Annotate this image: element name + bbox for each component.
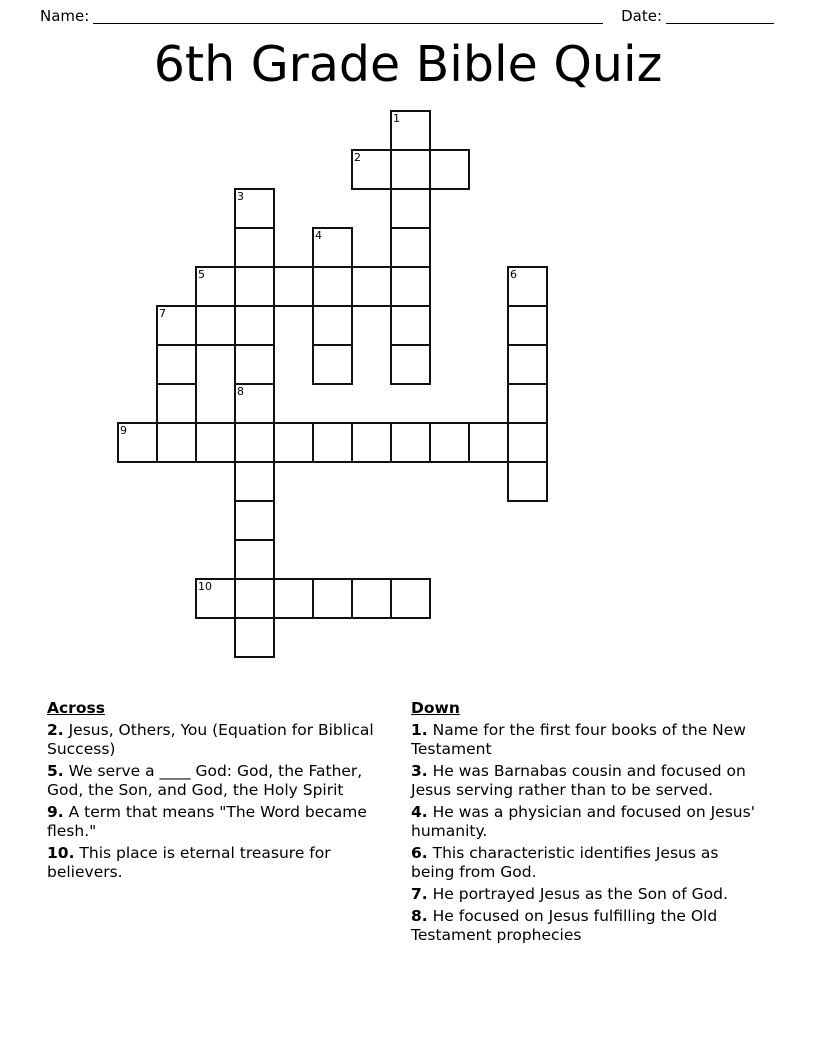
crossword-cell[interactable] bbox=[390, 305, 431, 346]
name-label: Name: bbox=[40, 7, 90, 25]
clue-number: 8. bbox=[411, 907, 428, 925]
crossword-cell-number: 8 bbox=[237, 385, 244, 398]
clue-text: This characteristic identifies Jesus as being from God. bbox=[411, 844, 719, 881]
crossword-cell[interactable] bbox=[234, 344, 275, 385]
date-label: Date: bbox=[621, 7, 662, 25]
crossword-cell[interactable] bbox=[273, 578, 314, 619]
crossword-cell[interactable] bbox=[234, 422, 275, 463]
clue-number: 9. bbox=[47, 803, 64, 821]
crossword-cell[interactable] bbox=[390, 110, 431, 151]
crossword-cell[interactable] bbox=[312, 422, 353, 463]
clue-item bbox=[411, 762, 763, 800]
crossword-cell[interactable] bbox=[234, 578, 275, 619]
clue-text: He focused on Jesus fulfilling the Old Testament prophecies bbox=[411, 907, 718, 944]
clue-number: 10. bbox=[47, 844, 75, 862]
crossword-cell[interactable] bbox=[507, 344, 548, 385]
crossword-cell[interactable] bbox=[390, 266, 431, 307]
across-heading: Across bbox=[47, 699, 105, 717]
crossword-cell[interactable] bbox=[507, 383, 548, 424]
crossword-cell[interactable] bbox=[351, 149, 392, 190]
crossword-cell[interactable] bbox=[312, 578, 353, 619]
crossword-cell[interactable] bbox=[234, 227, 275, 268]
crossword-cell[interactable] bbox=[351, 422, 392, 463]
crossword-cell[interactable] bbox=[156, 305, 197, 346]
crossword-cell[interactable] bbox=[234, 617, 275, 658]
crossword-cell[interactable] bbox=[312, 344, 353, 385]
clue-text: He portrayed Jesus as the Son of God. bbox=[427, 885, 728, 903]
across-clue-list bbox=[47, 721, 395, 882]
clue-item bbox=[47, 803, 395, 841]
clue-number: 4. bbox=[411, 803, 428, 821]
crossword-cell[interactable] bbox=[390, 227, 431, 268]
crossword-cell[interactable] bbox=[156, 383, 197, 424]
crossword-cell-number: 5 bbox=[198, 268, 205, 281]
crossword-cell[interactable] bbox=[507, 266, 548, 307]
crossword-cell[interactable] bbox=[195, 266, 236, 307]
crossword-cell[interactable] bbox=[390, 422, 431, 463]
clue-item bbox=[47, 844, 395, 882]
crossword-cell[interactable] bbox=[351, 266, 392, 307]
crossword-cell[interactable] bbox=[234, 266, 275, 307]
clue-number: 7. bbox=[411, 885, 428, 903]
crossword-cell[interactable] bbox=[156, 422, 197, 463]
crossword-cell-number: 7 bbox=[159, 307, 166, 320]
clue-item bbox=[411, 803, 763, 841]
page-title: 6th Grade Bible Quiz bbox=[153, 36, 663, 93]
crossword-cell[interactable] bbox=[234, 461, 275, 502]
crossword-cell[interactable] bbox=[468, 422, 509, 463]
clue-text: He was a physician and focused on Jesus' humanity. bbox=[411, 803, 755, 840]
clues-section bbox=[0, 698, 816, 998]
clue-text: He was Barnabas cousin and focused on Jesus serving rather than to be served. bbox=[411, 762, 746, 799]
crossword-cell-number: 1 bbox=[393, 112, 400, 125]
crossword-cell[interactable] bbox=[390, 578, 431, 619]
crossword-cell-number: 9 bbox=[120, 424, 127, 437]
clue-text: This place is eternal treasure for believers. bbox=[47, 844, 331, 881]
across-clues-column bbox=[47, 698, 395, 885]
clue-number: 2. bbox=[47, 721, 64, 739]
clue-text: Name for the first four books of the New Testament bbox=[411, 721, 746, 758]
crossword-cell[interactable] bbox=[312, 305, 353, 346]
crossword-cell[interactable] bbox=[507, 422, 548, 463]
crossword-cell-number: 10 bbox=[198, 580, 212, 593]
crossword-cell[interactable] bbox=[507, 305, 548, 346]
crossword-cell[interactable] bbox=[234, 188, 275, 229]
clue-text: A term that means "The Word became flesh." bbox=[47, 803, 367, 840]
crossword-cell[interactable] bbox=[117, 422, 158, 463]
crossword-cell[interactable] bbox=[234, 383, 275, 424]
down-heading: Down bbox=[411, 699, 460, 717]
crossword-cell[interactable] bbox=[390, 344, 431, 385]
crossword-cell[interactable] bbox=[429, 149, 470, 190]
clue-number: 6. bbox=[411, 844, 428, 862]
crossword-cell[interactable] bbox=[351, 578, 392, 619]
crossword-cell-number: 3 bbox=[237, 190, 244, 203]
crossword-cell[interactable] bbox=[390, 149, 431, 190]
clue-item bbox=[47, 762, 395, 800]
crossword-cell[interactable] bbox=[156, 344, 197, 385]
crossword-cell[interactable] bbox=[390, 188, 431, 229]
crossword-cell-number: 6 bbox=[510, 268, 517, 281]
clue-item bbox=[411, 721, 763, 759]
crossword-cell[interactable] bbox=[273, 422, 314, 463]
clue-number: 1. bbox=[411, 721, 428, 739]
clue-item bbox=[47, 721, 395, 759]
clue-number: 5. bbox=[47, 762, 64, 780]
crossword-cell[interactable] bbox=[234, 539, 275, 580]
clue-text: We serve a ____ God: God, the Father, God, the Son, and God, the Holy Spirit bbox=[47, 762, 363, 799]
crossword-cell[interactable] bbox=[195, 305, 236, 346]
crossword-cell[interactable] bbox=[234, 500, 275, 541]
clue-item bbox=[411, 907, 763, 945]
clue-text: Jesus, Others, You (Equation for Biblical Success) bbox=[47, 721, 374, 758]
crossword-cell[interactable] bbox=[273, 266, 314, 307]
clue-item bbox=[411, 885, 763, 904]
down-clues-column bbox=[411, 698, 763, 948]
crossword-cell[interactable] bbox=[234, 305, 275, 346]
crossword-cell[interactable] bbox=[507, 461, 548, 502]
crossword-cell[interactable] bbox=[429, 422, 470, 463]
crossword-cell[interactable] bbox=[195, 422, 236, 463]
crossword-cell-number: 4 bbox=[315, 229, 322, 242]
crossword-cell[interactable] bbox=[312, 266, 353, 307]
crossword-cell-number: 2 bbox=[354, 151, 361, 164]
clue-number: 3. bbox=[411, 762, 428, 780]
crossword-cell[interactable] bbox=[195, 578, 236, 619]
crossword-cell[interactable] bbox=[312, 227, 353, 268]
down-clue-list bbox=[411, 721, 763, 945]
clue-item bbox=[411, 844, 763, 882]
